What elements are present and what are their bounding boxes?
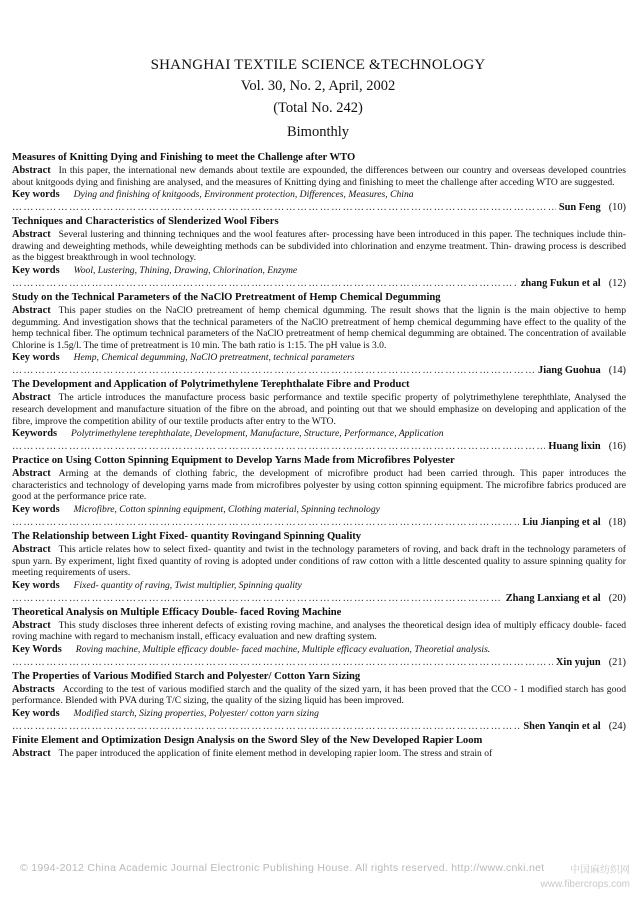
article-keywords (12, 351, 626, 364)
abstract-text: The paper introduced the application of finite element method in developing rapier loom. The stress and strain of (58, 748, 493, 760)
article-byline (12, 440, 626, 453)
article-page[interactable]: (14) (608, 365, 626, 377)
article-page[interactable]: (16) (608, 441, 626, 453)
keywords-label: Key words (12, 352, 60, 364)
article-page[interactable]: (20) (608, 592, 626, 604)
keywords-text: Dying and finishing of knitgoods, Environment protection, Differences, Measures, China (73, 189, 414, 201)
keywords-label: Keywords (12, 428, 58, 440)
article-author: Huang lixin (548, 441, 601, 453)
leader-dots (12, 277, 518, 290)
abstract-label: Abstract (12, 468, 51, 480)
abstract-text: This study discloses three inherent defects of existing roving machine, and analyses the theoretical design idea of multiply efficacy double- faced roving machine with regard to mechanism install, efficacy evaluation and new drafting system. (12, 619, 626, 643)
article-abstract (12, 229, 626, 264)
article-title[interactable]: Study on the Technical Parameters of the NaClO Pretreatment of Hemp Chemical Degumming (12, 291, 441, 303)
abstract-text: Arming at the demands of clothing fabric, the development of microfibre product had been carried through. This paper introduces the characteristics and technology of developing yarns made from microfibres polyester by using cotton spinning equipment. The microfibre fabrics produced are good at the performance price rate. (12, 468, 626, 503)
keywords-label: Key words (12, 579, 60, 591)
article-keywords (12, 579, 626, 592)
article-page[interactable]: (10) (608, 202, 626, 214)
article-title[interactable]: Finite Element and Optimization Design Analysis on the Sword Sley of the New Developed Rapier Loom (12, 735, 483, 747)
abstract-label: Abstract (12, 165, 51, 176)
article-abstract (12, 468, 626, 503)
article-page[interactable]: (12) (608, 277, 626, 289)
article-keywords (12, 503, 626, 516)
abstract-label: Abstracts (12, 683, 55, 695)
article-author: Xin yujun (555, 656, 601, 668)
leader-dots (12, 440, 545, 453)
abstract-label: Abstract (12, 748, 51, 760)
article-abstract (12, 620, 626, 643)
abstract-text: This paper studies on the NaClO pretreament of hemp chemical dgumming. The result shows that the lignin is the main objective to hemp degumming. And investigation shows that the technical parameters of the NaClO pretreatment of hemp chemical degumming have effect to the quality of the hemp technical fiber. The optimum technical parameters of the NaClO pretreatment of hemp chemical degumming are obtained. The concentration of available Chlorine is 1.5g/l. The time of pretreatment is 10 min. The bath ratio is 1:15. The pH value is 3.0. (12, 304, 626, 351)
copyright-footer: © 1994-2012 China Academic Journal Electronic Publishing House. All rights reserved. http://www.cnki.net (20, 862, 545, 874)
keywords-label: Key Words (12, 643, 62, 655)
article-abstract (12, 748, 626, 760)
article-abstract (12, 165, 626, 188)
leader-dots (12, 656, 553, 669)
keywords-label: Key words (12, 503, 60, 515)
article-keywords (12, 264, 626, 277)
keywords-text: Polytrimethylene terephthalate, Development, Manufacture, Structure, Performance, Application (71, 428, 444, 440)
watermark-line-1: 中国麻纺织网 (570, 865, 630, 876)
journal-title: SHANGHAI TEXTILE SCIENCE &TECHNOLOGY (150, 57, 486, 73)
article-author: Liu Jianping et al (522, 516, 601, 528)
abstract-label: Abstract (12, 619, 51, 631)
article-byline (12, 364, 626, 377)
article-byline (12, 592, 626, 605)
article-list (12, 151, 626, 761)
article-keywords (12, 427, 626, 440)
publication-frequency: Bimonthly (286, 124, 350, 140)
article-entry (12, 454, 626, 529)
article-page[interactable]: (21) (608, 656, 626, 668)
article-title[interactable]: Practice on Using Cotton Spinning Equipment to Develop Yarns Made from Microfibres Polyester (12, 455, 455, 467)
article-entry (12, 606, 626, 669)
article-author: Sun Feng (558, 202, 601, 214)
abstract-text: According to the test of various modified starch and the quality of the sized yarn, it has been proved that the CCO - 1 modified starch has good performance. Blended with PVA during T/C sizing, the quality of the sizing liquid has been improved. (12, 683, 626, 707)
site-watermark (541, 864, 630, 892)
keywords-text: Roving machine, Multiple efficacy double- faced machine, Multiple efficacy evaluation, Theoretial analysis. (75, 643, 491, 655)
leader-dots (12, 516, 519, 529)
article-title[interactable]: The Properties of Various Modified Starch and Polyester/ Cotton Yarn Sizing (12, 670, 361, 682)
article-entry (12, 215, 626, 290)
leader-dots (12, 364, 535, 377)
leader-dots (12, 720, 520, 733)
leader-dots (12, 592, 503, 605)
article-byline (12, 201, 626, 214)
abstract-label: Abstract (12, 392, 51, 404)
article-abstract (12, 305, 626, 351)
article-abstract (12, 684, 626, 707)
abstract-text: This article relates how to select fixed- quantity and twist in the technology parameters of roving, and back draft in the technology parameters of spun yarn. By experiment, light fixed quantity of roving is adopted under conditions of raw cotton with a little descented quality to assure spinning quality for meeting requirements of users. (12, 543, 626, 579)
article-title[interactable]: The Development and Application of Polytrimethylene Terephthalate Fibre and Product (12, 379, 410, 391)
article-page[interactable]: (24) (608, 721, 626, 733)
article-abstract (12, 544, 626, 579)
article-entry (12, 530, 626, 605)
watermark-line-2: www.fibercrops.com (540, 879, 630, 890)
article-page[interactable]: (18) (608, 516, 626, 528)
abstract-label: Abstract (12, 229, 51, 241)
total-number: (Total No. 242) (273, 100, 363, 116)
keywords-label: Key words (12, 264, 60, 276)
leader-dots (12, 201, 556, 214)
keywords-text: Modified starch, Sizing properties, Polyester/ cotton yarn sizing (73, 708, 319, 720)
article-title[interactable]: Techniques and Characteristics of Slenderized Wool Fibers (12, 216, 279, 228)
article-entry (12, 378, 626, 453)
article-author: zhang Fukun et al (520, 277, 601, 289)
article-byline (12, 656, 626, 669)
keywords-text: Wool, Lustering, Thining, Drawing, Chlorination, Enzyme (73, 264, 298, 276)
article-byline (12, 277, 626, 290)
keywords-text: Microfibre, Cotton spinning equipment, Clothing material, Spinning technology (73, 503, 380, 515)
article-author: Jiang Guohua (538, 365, 601, 377)
keywords-text: Fixed- quantity of raving, Twist multiplier, Spinning quality (73, 579, 302, 591)
keywords-text: Hemp, Chemical degumming, NaClO pretreatment, technical parameters (73, 352, 355, 364)
article-title[interactable]: Measures of Knitting Dying and Finishing to meet the Challenge after WTO (12, 152, 356, 163)
abstract-text: In this paper, the international new demands about textile are expounded, the differences between our country and overseas developed countries about knitgoods dying and finishing are analysed, and the measures of Knitting dying and finishing to meet the challenge after acceding WTO are suggested. (12, 165, 626, 188)
article-keywords (12, 707, 626, 720)
article-byline (12, 720, 626, 733)
article-author: Zhang Lanxiang et al (505, 592, 601, 604)
abstract-text: Several lustering and thinning techniques and the wool features after- processing have been introduced in this paper. The techniques include thin- drawing and deweighting methods, while deweighting methods can be subdivided into chlorination and enzyme treatment. Thin- drawing process is described as the biggest breakthrough in wool technology. (12, 229, 626, 264)
masthead (0, 0, 636, 143)
abstract-label: Abstract (12, 304, 51, 316)
keywords-label: Key words (12, 708, 60, 720)
article-entry (12, 734, 626, 760)
volume-issue: Vol. 30, No. 2, April, 2002 (240, 78, 396, 94)
article-title[interactable]: The Relationship between Light Fixed- quantity Rovingand Spinning Quality (12, 530, 362, 542)
article-abstract (12, 392, 626, 427)
article-keywords (12, 188, 626, 201)
article-author: Shen Yanqin et al (523, 721, 601, 733)
abstract-label: Abstract (12, 543, 51, 555)
article-entry (12, 670, 626, 733)
keywords-label: Key words (12, 189, 60, 201)
abstract-text: The article introduces the manufacture process basic performance and textile specific property of polytrimethylene terephthlate, Analysed the research development and manufacture situation of the fibre on the abroad, and pointing out that we should emphasize on developing and application of the fibre, improve the competition ability of our textile products after entry to the WTO. (12, 392, 626, 427)
article-keywords (12, 643, 626, 656)
article-entry (12, 151, 626, 214)
article-title[interactable]: Theoretical Analysis on Multiple Efficacy Double- faced Roving Machine (12, 606, 342, 618)
article-byline (12, 516, 626, 529)
article-entry (12, 291, 626, 377)
